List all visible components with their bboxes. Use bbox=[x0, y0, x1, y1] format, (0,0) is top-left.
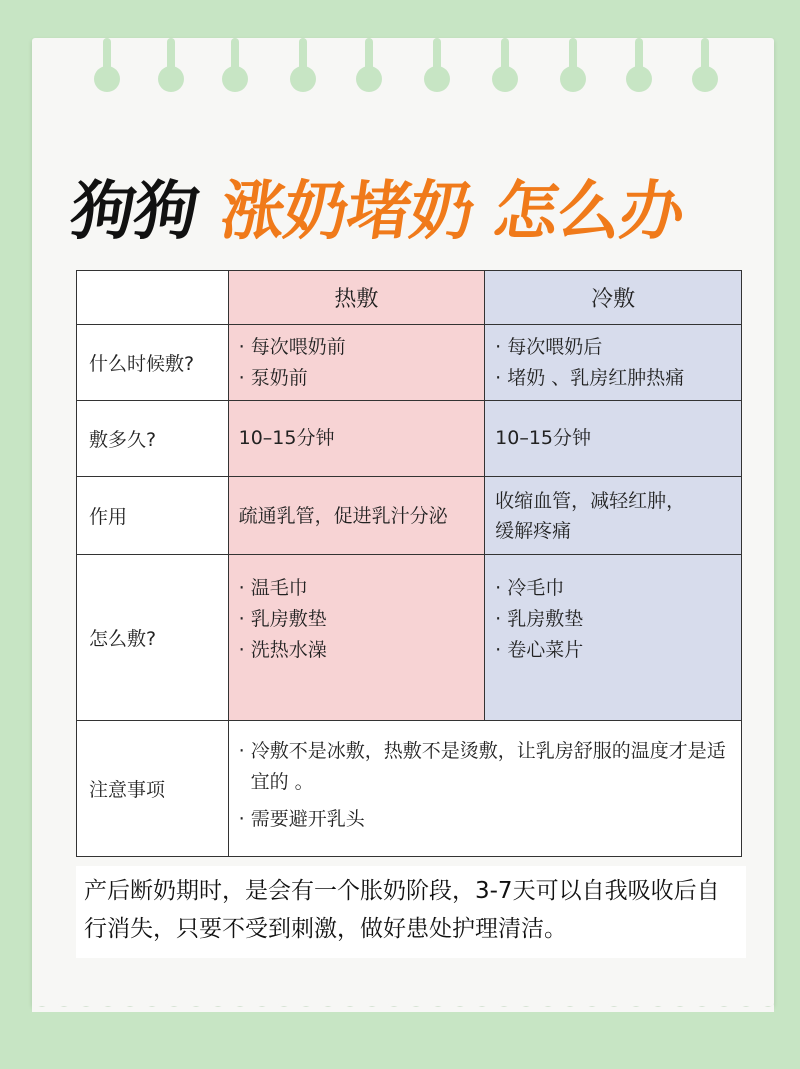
list-item: · 泵奶前 bbox=[238, 366, 308, 389]
list-item: · 乳房敷垫 bbox=[238, 608, 327, 630]
cold-cell bbox=[485, 325, 742, 401]
header-empty bbox=[77, 271, 229, 325]
notes-cell bbox=[228, 721, 741, 857]
row-label: 敷多久? bbox=[77, 401, 229, 477]
table-row bbox=[77, 401, 742, 477]
ring-hole bbox=[692, 38, 718, 94]
ring-hole bbox=[424, 38, 450, 94]
list-item: · 温毛巾 bbox=[238, 577, 308, 599]
binder-rings bbox=[0, 38, 800, 138]
notes-row bbox=[77, 721, 742, 857]
header-hot: 热敷 bbox=[228, 271, 485, 325]
list-item: · 冷毛巾 bbox=[495, 577, 565, 599]
row-label: 什么时候敷? bbox=[77, 325, 229, 401]
table-row bbox=[77, 325, 742, 401]
hot-cell bbox=[228, 477, 485, 555]
row-label: 作用 bbox=[77, 477, 229, 555]
table-row bbox=[77, 477, 742, 555]
header-cold: 冷敷 bbox=[485, 271, 742, 325]
list-item: · 乳房敷垫 bbox=[495, 608, 584, 630]
comparison-table bbox=[76, 270, 742, 857]
ring-hole bbox=[158, 38, 184, 94]
ring-hole bbox=[560, 38, 586, 94]
ring-hole bbox=[290, 38, 316, 94]
cold-cell bbox=[485, 555, 742, 721]
note-item: · 需要避开乳头 bbox=[238, 808, 365, 830]
cell-text: 收缩血管，减轻红肿， bbox=[495, 489, 686, 512]
footer-note: 产后断奶期时，是会有一个胀奶阶段，3-7天可以自我吸收后自行消失，只要不受到刺激，做好患处护理清洁。 bbox=[76, 866, 746, 958]
cold-cell bbox=[485, 401, 742, 477]
ring-hole bbox=[492, 38, 518, 94]
page-title bbox=[66, 160, 691, 252]
title-part-1: 狗狗 bbox=[65, 175, 203, 249]
list-item: · 卷心菜片 bbox=[495, 639, 584, 661]
note-item: · 冷敷不是冰敷，热敷不是烫敷，让乳房舒服的温度才是适宜的 。 bbox=[238, 740, 726, 793]
cell-text: 缓解疼痛 bbox=[495, 519, 572, 542]
list-item: · 每次喂奶前 bbox=[238, 335, 346, 358]
ring-hole bbox=[626, 38, 652, 94]
list-item: 10–15分钟 bbox=[238, 427, 335, 449]
title-part-2: 涨奶堵奶 怎么办 bbox=[215, 175, 689, 249]
ring-hole bbox=[356, 38, 382, 94]
list-item: · 洗热水澡 bbox=[238, 639, 327, 661]
hot-cell bbox=[228, 401, 485, 477]
row-label: 怎么敷? bbox=[77, 555, 229, 721]
ring-hole bbox=[94, 38, 120, 94]
ring-hole bbox=[222, 38, 248, 94]
list-item: · 每次喂奶后 bbox=[495, 335, 603, 358]
list-item: · 堵奶 、乳房红肿热痛 bbox=[495, 366, 685, 389]
list-item: 10–15分钟 bbox=[495, 427, 592, 449]
cell-text: 疏通乳管，促进乳汁分泌 bbox=[238, 504, 448, 527]
notes-label: 注意事项 bbox=[77, 721, 229, 857]
hot-cell bbox=[228, 555, 485, 721]
table-header-row bbox=[77, 271, 742, 325]
table-row bbox=[77, 555, 742, 721]
cold-cell bbox=[485, 477, 742, 555]
hot-cell bbox=[228, 325, 485, 401]
